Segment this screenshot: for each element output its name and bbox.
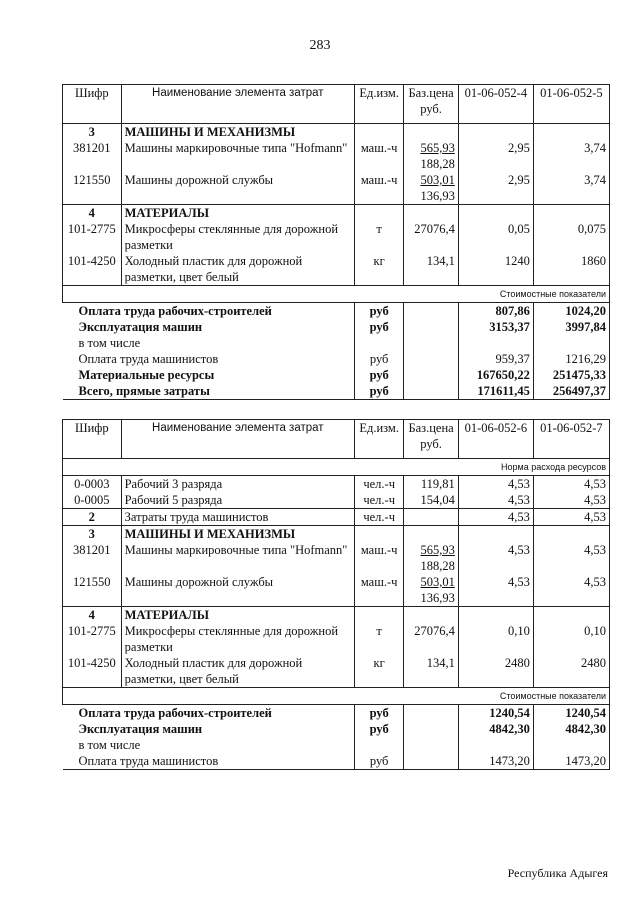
row-base-price: 134,1 [404,253,458,286]
cost-value-a: 167650,22 [458,367,533,383]
row-base-price: 503,01 136,93 [404,172,458,205]
header-code: Шифр [63,420,122,459]
row-unit: кг [354,253,403,286]
row-unit: маш.-ч [354,542,403,574]
section-number: 4 [63,205,122,222]
row-unit: чел.-ч [354,509,403,526]
table-row [63,655,610,688]
band-row [63,286,610,303]
cost-row [63,335,610,351]
row-code: 101-4250 [63,253,122,286]
row-base-price: 27076,4 [404,623,458,655]
row-base-price: 565,93 188,28 [404,140,458,172]
footer-region: Республика Адыгея [507,866,608,880]
row-name: Затраты труда машинистов [121,509,354,526]
row-code: 101-2775 [63,221,122,253]
header-name: Наименование элемента затрат [121,85,354,124]
cost-unit: руб [354,705,403,722]
row-code: 101-4250 [63,655,122,688]
header-col-a: 01-06-052-6 [458,420,533,459]
band-row [63,688,610,705]
band-row [63,459,610,476]
cost-unit: руб [354,721,403,737]
row-unit: чел.-ч [354,492,403,509]
row-name: Микросферы стеклянные для дорожной разметки [121,623,354,655]
row-unit: чел.-ч [354,476,403,493]
row-base-price: 134,1 [404,655,458,688]
cost-label: Материальные ресурсы [78,368,215,382]
row-base-price: 154,04 [404,492,458,509]
row-value-b: 4,53 [533,542,609,574]
row-value-a: 0,10 [458,623,533,655]
cost-row [63,303,610,320]
cost-value-b: 4842,30 [533,721,609,737]
header-code: Шифр [63,85,122,124]
cost-row [63,753,610,770]
row-code: 121550 [63,574,122,607]
table-row [63,221,610,253]
row-value-b: 0,10 [533,623,609,655]
row-unit: т [354,623,403,655]
cost-unit: руб [354,351,403,367]
row-code: 0-0005 [63,492,122,509]
cost-value-a: 3153,37 [458,319,533,335]
table-row [63,574,610,607]
cost-row [63,351,610,367]
cost-value-b: 1216,29 [533,351,609,367]
row-value-a: 4,53 [458,574,533,607]
cost-unit: руб [354,303,403,320]
row-value-b: 4,53 [533,492,609,509]
cost-label: Оплата труда рабочих-строителей [78,304,272,318]
row-value-a: 2,95 [458,172,533,205]
cost-unit: руб [354,383,403,400]
header-name: Наименование элемента затрат [121,420,354,459]
row-value-b: 3,74 [533,172,609,205]
cost-label: Оплата труда машинистов [78,352,219,366]
row-name: Рабочий 3 разряда [121,476,354,493]
row-name: Рабочий 5 разряда [121,492,354,509]
cost-value-b: 256497,37 [533,383,609,400]
table-row [63,509,610,526]
cost-value-b: 251475,33 [533,367,609,383]
header-col-b: 01-06-052-5 [533,85,609,124]
table-row [63,492,610,509]
row-value-a: 0,05 [458,221,533,253]
section-row [63,607,610,624]
section-title: МАШИНЫ И МЕХАНИЗМЫ [121,124,354,141]
cost-value-a: 1240,54 [458,705,533,722]
row-code: 381201 [63,140,122,172]
cost-value-b: 1473,20 [533,753,609,770]
cost-row [63,383,610,400]
row-code: 101-2775 [63,623,122,655]
band-label: Норма расхода ресурсов [63,459,610,476]
row-code: 2 [63,509,122,526]
cost-value-a: 171611,45 [458,383,533,400]
band-label: Стоимостные показатели [63,688,610,705]
row-value-b: 4,53 [533,509,609,526]
section-title: МАТЕРИАЛЫ [121,205,354,222]
row-name: Машины дорожной службы [121,574,354,607]
row-value-b: 3,74 [533,140,609,172]
row-code: 0-0003 [63,476,122,493]
row-value-b: 4,53 [533,476,609,493]
row-value-a: 4,53 [458,542,533,574]
row-value-a: 4,53 [458,492,533,509]
table-header [63,420,610,459]
row-value-a: 2,95 [458,140,533,172]
row-code: 381201 [63,542,122,574]
section-number: 4 [63,607,122,624]
section-number: 3 [63,526,122,543]
cost-unit: руб [354,367,403,383]
section-title: МАТЕРИАЛЫ [121,607,354,624]
cost-label: в том числе [78,336,141,350]
cost-value-a: 959,37 [458,351,533,367]
cost-value-a: 1473,20 [458,753,533,770]
row-base-price: 565,93 188,28 [404,542,458,574]
cost-row [63,721,610,737]
cost-unit: руб [354,319,403,335]
row-value-a: 4,53 [458,509,533,526]
cost-row [63,705,610,722]
row-value-a: 1240 [458,253,533,286]
table-row [63,140,610,172]
section-row [63,526,610,543]
row-base-price: 503,01 136,93 [404,574,458,607]
row-name: Машины маркировочные типа "Hofmann" [121,542,354,574]
cost-row [63,319,610,335]
row-name: Холодный пластик для дорожной разметки, цвет белый [121,655,354,688]
cost-label: Всего, прямые затраты [63,383,355,400]
table-row [63,542,610,574]
table-row [63,623,610,655]
row-unit: маш.-ч [354,140,403,172]
row-value-b: 0,075 [533,221,609,253]
row-value-a: 2480 [458,655,533,688]
cost-value-b: 3997,84 [533,319,609,335]
row-base-price: 27076,4 [404,221,458,253]
cost-unit: руб [354,753,403,770]
header-unit: Ед.изм. [354,85,403,124]
row-unit: маш.-ч [354,172,403,205]
row-name: Микросферы стеклянные для дорожной разметки [121,221,354,253]
cost-label: Эксплуатация машин [78,320,203,334]
estimate-table-2 [62,419,610,770]
table-row [63,172,610,205]
cost-label: в том числе [78,738,141,752]
row-value-a: 4,53 [458,476,533,493]
table-row [63,253,610,286]
table-row [63,476,610,493]
header-col-a: 01-06-052-4 [458,85,533,124]
section-title: МАШИНЫ И МЕХАНИЗМЫ [121,526,354,543]
cost-row [63,367,610,383]
header-col-b: 01-06-052-7 [533,420,609,459]
page-number: 283 [309,38,331,53]
row-code: 121550 [63,172,122,205]
cost-value-a: 807,86 [458,303,533,320]
row-name: Машины маркировочные типа "Hofmann" [121,140,354,172]
row-name: Машины дорожной службы [121,172,354,205]
cost-value-b: 1024,20 [533,303,609,320]
cost-label: Оплата труда рабочих-строителей [78,706,272,720]
header-base-price: Баз.цена руб. [404,420,458,459]
row-unit: маш.-ч [354,574,403,607]
cost-label: Эксплуатация машин [78,722,203,736]
cost-row [63,737,610,753]
row-unit: т [354,221,403,253]
cost-value-b: 1240,54 [533,705,609,722]
cost-label: Оплата труда машинистов [63,753,355,770]
section-number: 3 [63,124,122,141]
row-value-b: 1860 [533,253,609,286]
table-header [63,85,610,124]
section-row [63,124,610,141]
row-base-price: 119,81 [404,476,458,493]
row-value-b: 4,53 [533,574,609,607]
row-value-b: 2480 [533,655,609,688]
band-label: Стоимостные показатели [63,286,610,303]
cost-value-a: 4842,30 [458,721,533,737]
estimate-table-1 [62,84,610,400]
row-name: Холодный пластик для дорожной разметки, цвет белый [121,253,354,286]
row-unit: кг [354,655,403,688]
header-base-price: Баз.цена руб. [404,85,458,124]
section-row [63,205,610,222]
header-unit: Ед.изм. [354,420,403,459]
